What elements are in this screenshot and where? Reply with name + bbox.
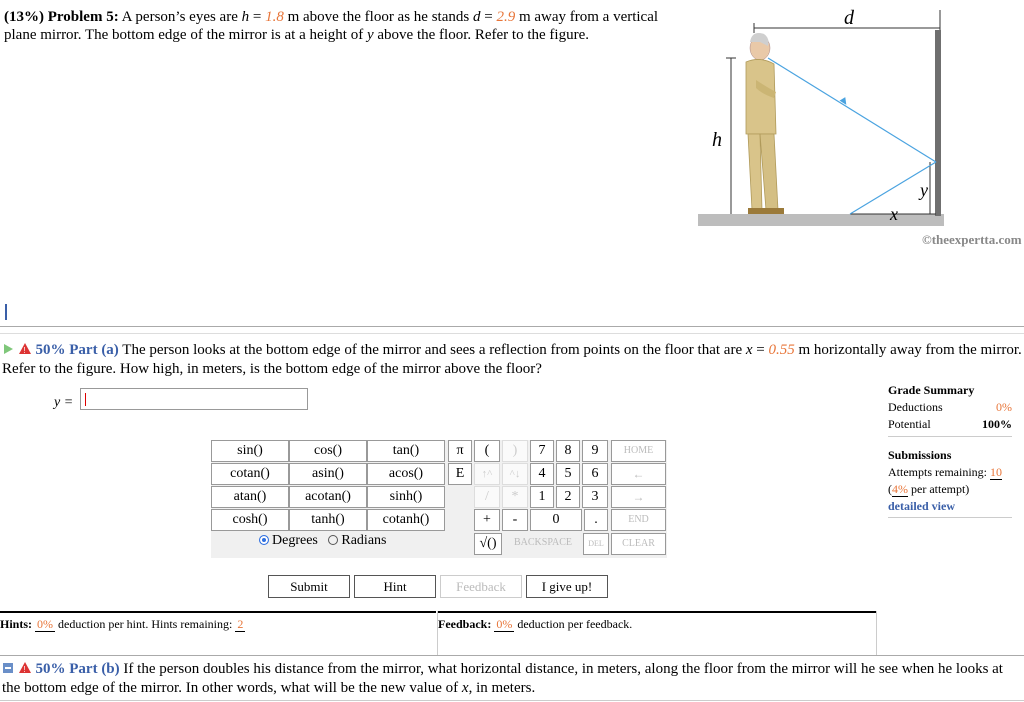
degrees-label: Degrees — [272, 533, 318, 548]
divider-top — [0, 326, 1024, 327]
deductions-value: 0% — [996, 400, 1012, 414]
feedback-divider — [876, 611, 877, 655]
per-attempt-pct: 4% — [892, 482, 908, 496]
part-b-text-2: , in meters. — [468, 679, 536, 696]
mirror-figure — [690, 0, 1024, 255]
minus-button[interactable]: - — [502, 509, 528, 531]
end-button[interactable]: END — [611, 509, 666, 531]
asin-button[interactable]: asin() — [289, 463, 367, 485]
cursor-left-button[interactable]: ← — [611, 463, 666, 485]
deductions-label: Deductions — [888, 400, 943, 414]
y-symbol: y — [366, 27, 374, 43]
per-attempt-label: per attempt) — [908, 482, 970, 496]
submit-button[interactable]: Submit — [268, 575, 350, 598]
hints-text: deduction per hint. Hints remaining: — [55, 617, 236, 631]
part-a-title: 50% Part (a) — [35, 342, 119, 358]
cursor-right-button[interactable]: → — [611, 486, 666, 508]
x-symbol: x — [745, 342, 753, 358]
give-up-button[interactable]: I give up! — [526, 575, 608, 598]
answer-input[interactable] — [80, 388, 308, 410]
exponent-down-button[interactable]: ^↓ — [502, 463, 528, 485]
hints-box — [0, 611, 436, 651]
feedback-text: deduction per feedback. — [514, 617, 633, 631]
hints-remaining: 2 — [237, 617, 244, 631]
potential-label: Potential — [888, 417, 931, 431]
h-symbol: h — [241, 9, 250, 25]
part-b-text-1: If the person doubles his distance from the mirror, what horizontal distance, in meters, along the floor from the mirror will he see when he looks at the bottom edge of the mirror. In other words, what will be the new value of — [2, 661, 1003, 696]
hints-label: Hints: — [0, 617, 33, 631]
divider-bottom — [0, 700, 1024, 701]
x-value: 0.55 — [768, 342, 795, 358]
expand-arrow-icon[interactable] — [2, 342, 14, 360]
sinh-button[interactable]: sinh() — [367, 486, 445, 508]
mirror — [935, 30, 941, 216]
h-eq: = — [249, 9, 266, 25]
grade-summary — [888, 382, 1012, 518]
collapse-icon[interactable] — [2, 661, 14, 679]
tan-button[interactable]: tan() — [367, 440, 445, 462]
cosh-button[interactable]: cosh() — [211, 509, 289, 531]
figure-credit: ©theexpertta.com — [922, 232, 1022, 247]
part-b-title: 50% Part (b) — [35, 661, 120, 677]
incident-ray — [768, 58, 936, 162]
answer-label: y = — [54, 395, 74, 410]
home-button[interactable]: HOME — [611, 440, 666, 462]
problem-weight: (13%) — [4, 9, 44, 25]
clear-button[interactable]: CLEAR — [611, 533, 666, 555]
digit-8-button[interactable]: 8 — [556, 440, 580, 462]
digit-6-button[interactable]: 6 — [582, 463, 608, 485]
detailed-view-link[interactable]: detailed view — [888, 499, 955, 513]
atan-button[interactable]: atan() — [211, 486, 289, 508]
attempts-label: Attempts remaining: — [888, 465, 990, 479]
floor — [698, 214, 944, 226]
d-eq: = — [480, 9, 497, 25]
person-figure — [746, 33, 784, 214]
potential-value: 100% — [982, 417, 1012, 431]
left-paren-button[interactable]: ( — [474, 440, 500, 462]
h-label: h — [712, 129, 722, 151]
digit-2-button[interactable]: 2 — [556, 486, 580, 508]
d-symbol: d — [472, 9, 481, 25]
hints-pct: 0% — [37, 617, 54, 631]
grade-summary-title: Grade Summary — [888, 383, 975, 397]
exponent-up-button[interactable]: ↑^ — [474, 463, 500, 485]
divider-part-b — [0, 655, 1024, 656]
d-value: 2.9 — [496, 9, 516, 25]
cos-button[interactable]: cos() — [289, 440, 367, 462]
digit-0-button[interactable]: 0 — [530, 509, 582, 531]
part-a-text-2: m horizontally away from the mirror. Refer to the figure. How high, in meters, is the bottom edge of the mirror above the floor? — [2, 342, 1022, 377]
problem-text-3: m away from a vertical plane mirror. The bottom edge of the mirror is at a height of — [4, 9, 659, 43]
problem-text-1: A person’s eyes are — [121, 9, 242, 25]
svg-text:!: ! — [23, 664, 26, 674]
digit-7-button[interactable]: 7 — [530, 440, 554, 462]
input-caret — [85, 393, 86, 406]
submissions-title: Submissions — [888, 448, 952, 462]
feedback-box — [438, 611, 876, 651]
feedback-label: Feedback: — [438, 617, 492, 631]
warning-icon — [18, 661, 32, 679]
acos-button[interactable]: acos() — [367, 463, 445, 485]
multiply-button[interactable]: * — [502, 486, 528, 508]
cotan-button[interactable]: cotan() — [211, 463, 289, 485]
h-value: 1.8 — [265, 9, 284, 25]
svg-text:!: ! — [23, 345, 26, 355]
acotan-button[interactable]: acotan() — [289, 486, 367, 508]
digit-9-button[interactable]: 9 — [582, 440, 608, 462]
x-label: x — [890, 204, 898, 224]
part-b-question — [2, 660, 1022, 697]
backspace-button[interactable]: BACKSPACE — [514, 537, 572, 548]
radians-radio[interactable] — [328, 535, 338, 545]
x-eq: = — [752, 342, 769, 358]
plus-button[interactable]: + — [474, 509, 500, 531]
del-button[interactable]: DEL — [583, 533, 609, 555]
part-a-text-1: The person looks at the bottom edge of the mirror and sees a reflection from points on the floor that are — [122, 342, 746, 358]
degrees-radio[interactable] — [259, 535, 269, 545]
attempts-value: 10 — [989, 465, 1002, 479]
problem-statement — [4, 8, 684, 44]
divider-top-2 — [0, 333, 1024, 334]
problem-text-2: m above the floor as he stands — [283, 9, 473, 25]
e-button[interactable]: E — [448, 463, 472, 485]
sin-button[interactable]: sin() — [211, 440, 289, 462]
tanh-button[interactable]: tanh() — [289, 509, 367, 531]
radians-label: Radians — [341, 533, 387, 548]
cotanh-button[interactable]: cotanh() — [367, 509, 445, 531]
per-attempt-open: ( — [888, 482, 892, 496]
part-a-question — [2, 341, 1022, 378]
feedback-button[interactable]: Feedback — [440, 575, 522, 598]
text-cursor-marker — [5, 304, 7, 320]
digit-5-button[interactable]: 5 — [556, 463, 580, 485]
problem-label: Problem 5: — [47, 9, 119, 25]
divide-button[interactable]: / — [474, 486, 500, 508]
digit-1-button[interactable]: 1 — [530, 486, 554, 508]
d-label: d — [844, 7, 854, 29]
y-label: y — [920, 180, 928, 200]
part-b-x-symbol: x — [461, 679, 469, 696]
right-paren-button[interactable]: ) — [502, 440, 528, 462]
warning-icon — [18, 342, 32, 360]
digit-4-button[interactable]: 4 — [530, 463, 554, 485]
hint-button[interactable]: Hint — [354, 575, 436, 598]
pi-button[interactable]: π — [448, 440, 472, 462]
problem-text-4: above the floor. Refer to the figure. — [373, 27, 589, 43]
angle-mode — [259, 533, 386, 549]
sqrt-button[interactable]: √() — [474, 533, 502, 555]
feedback-pct: 0% — [496, 617, 513, 631]
decimal-button[interactable]: . — [584, 509, 608, 531]
digit-3-button[interactable]: 3 — [582, 486, 608, 508]
